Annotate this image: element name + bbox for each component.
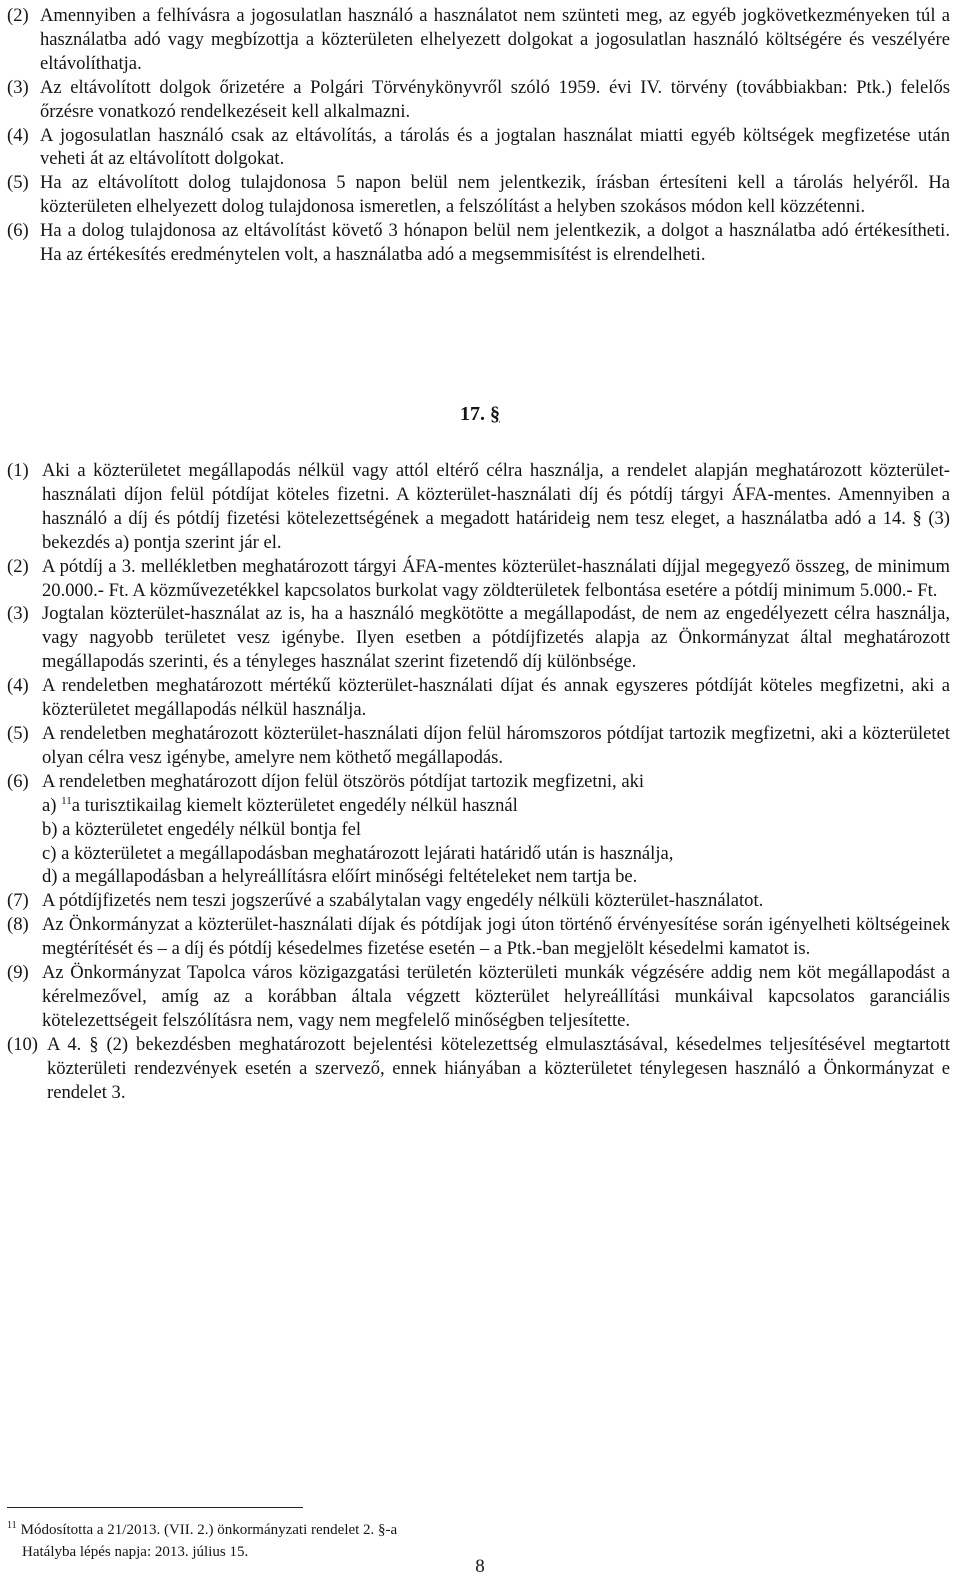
paragraph-4	[7, 124, 950, 172]
paragraph-number: (10)	[7, 1033, 38, 1055]
paragraph-text: Az Önkormányzat Tapolca város közigazgatási területén közterületi munkák végzésére addig nem köt megállapodást a kérelmezővel, amíg az a korábban általa végzett közterület helyreállítási munkáival kapcsolatos garanciális kötelezettségeit felszólításra nem, vagy nem megfelelő minőségben teljesítette.	[42, 962, 950, 1031]
page-number: 8	[475, 1556, 485, 1577]
paragraph-text: Amennyiben a felhívásra a jogosulatlan használó a használatot nem szünteti meg, az egyéb jogkövetkezményeken túl a használatba adó vagy megbízottja a közterületen elhelyezett dolgokat a jogosulatlan használó költségére és veszélyére eltávolíthatja.	[40, 5, 950, 74]
paragraph-text: A jogosulatlan használó csak az eltávolítás, a tárolás és a jogtalan használat miatti egyéb költségek megfizetése után veheti át az eltávolított dolgokat.	[40, 124, 950, 170]
section-number: 17.	[460, 403, 485, 425]
paragraph-text: A rendeletben meghatározott közterület-használati díjon felül háromszoros pótdíjat tartozik megfizetni, aki a közterületet olyan célra vesz igénybe, amelyre nem köthető megállapodás.	[42, 722, 950, 768]
footnote-line-2: Hatályba lépés napja: 2013. július 15.	[22, 1544, 249, 1560]
list-item-text: a turisztikailag kiemelt közterületet engedély nélkül használ	[71, 794, 518, 816]
paragraph-number: (4)	[7, 675, 29, 697]
paragraph-4	[7, 674, 950, 722]
paragraph-3	[7, 76, 950, 124]
paragraph-8	[7, 913, 950, 961]
paragraph-5	[7, 171, 950, 219]
paragraph-number: (1)	[7, 460, 29, 481]
list-item-d: d) a megállapodásban a helyreállításra előírt minőségi feltételeket nem tartja be.	[42, 866, 638, 888]
paragraph-2	[7, 4, 950, 76]
paragraph-6	[7, 219, 950, 267]
paragraph-1	[7, 459, 950, 555]
footnote-text: Módosította a 21/2013. (VII. 2.) önkormányzati rendelet 2. §-a	[20, 1522, 398, 1538]
paragraph-number: (3)	[7, 76, 29, 98]
footnote-line-1	[7, 1515, 397, 1541]
footnote-reference[interactable]: 11	[61, 794, 72, 807]
list-item-b: b) a közterületet engedély nélkül bontja fel	[42, 818, 362, 840]
paragraph-9	[7, 961, 950, 1033]
paragraph-5	[7, 722, 950, 770]
paragraph-number: (5)	[7, 722, 29, 744]
paragraph-text: Jogtalan közterület-használat az is, ha a használó megkötötte a megállapodást, de nem az engedélyezett célra használja, vagy nagyobb területet vesz igénybe. Ilyen esetben a pótdíjfizetés alapja az Önkormányzat által meghatározott megállapodás szerinti, és a tényleges használat szerint fizetendő díj különbsége.	[42, 603, 950, 673]
paragraph-number: (4)	[7, 124, 29, 146]
paragraph-text: Ha a dolog tulajdonosa az eltávolítást követő 3 hónapon belül nem jelentkezik, a dolgot a használatba adó értékesítheti. Ha az értékesítés eredménytelen volt, a használatba adó a megsemmisítést is elrendelheti.	[40, 220, 950, 266]
paragraph-text: Ha az eltávolított dolog tulajdonosa 5 napon belül nem jelentkezik, írásban értesíteni kell a tárolás helyéről. Ha közterületen elhelyezett dolog tulajdonosa ismeretlen, a felszólítást a helyben szokásos módon kell közzétenni.	[40, 172, 950, 218]
paragraph-text: A rendeletben meghatározott mértékű közterület-használati díjat és annak egyszeres pótdíját köteles megfizetni, aki a közterületet megállapodás nélkül használja.	[42, 675, 950, 721]
paragraph-3	[7, 602, 950, 674]
paragraph-number: (8)	[7, 914, 29, 936]
paragraph-text: A pótdíj a 3. mellékletben meghatározott tárgyi ÁFA-mentes közterület-használati díjjal megegyező összeg, de minimum 20.000.- Ft. A közművezetékkel kapcsolatos burkolat vagy zöldterületek felbontása esetére a pótdíj minimum 5.000.- Ft.	[42, 555, 950, 601]
paragraph-number: (3)	[7, 603, 29, 625]
section-symbol: §	[490, 403, 500, 425]
paragraph-2	[7, 555, 950, 603]
paragraph-number: (6)	[7, 220, 29, 242]
list-item-prefix: a)	[42, 794, 57, 816]
paragraph-number: (7)	[7, 890, 29, 912]
paragraph-text: Az Önkormányzat a közterület-használati díjak és pótdíjak jogi úton történő érvényesítése során igényelheti költségeinek megtérítését és – a díj és pótdíj késedelmes fizetése esetén – a Ptk.-ban megjelölt késedelmi kamatot is.	[42, 914, 950, 960]
section-heading	[0, 403, 960, 427]
footnote-number: 11	[7, 1520, 17, 1531]
section-17-body	[7, 459, 950, 1104]
paragraph-number: (2)	[7, 5, 29, 26]
previous-section-continuation	[7, 4, 950, 267]
paragraph-10	[7, 1033, 950, 1105]
paragraph-number: (5)	[7, 172, 29, 194]
paragraph-text: A rendeletben meghatározott díjon felül ötszörös pótdíjat tartozik megfizetni, aki	[42, 770, 645, 792]
list-item-a	[7, 794, 950, 818]
paragraph-text: Az eltávolított dolgok őrizetére a Polgári Törvénykönyvről szóló 1959. évi IV. törvény (továbbiakban: Ptk.) felelős őrzésre vonatkozó rendelkezéseit kell alkalmazni.	[40, 76, 950, 122]
paragraph-text: Aki a közterületet megállapodás nélkül vagy attól eltérő célra használja, a rendelet alapján meghatározott közterület-használati díjon felül pótdíjat köteles fizetni. A közterület-használati díj és pótdíj tárgyi ÁFA-mentes. Amennyiben a használó a díj és pótdíj fizetési kötelezettségének a megadott határideig nem tesz eleget, a használatba adó a 14. § (3) bekezdés a) pontja szerint jár el.	[42, 460, 950, 553]
paragraph-text: A pótdíjfizetés nem teszi jogszerűvé a szabálytalan vagy engedély nélküli közterület-használatot.	[42, 890, 764, 912]
paragraph-number: (2)	[7, 555, 29, 577]
paragraph-6	[7, 770, 950, 794]
paragraph-7	[7, 889, 950, 913]
paragraph-number: (6)	[7, 770, 29, 792]
footnote-separator	[7, 1507, 303, 1508]
paragraph-number: (9)	[7, 962, 29, 984]
paragraph-text: A 4. § (2) bekezdésben meghatározott bejelentési kötelezettség elmulasztásával, késedelmes teljesítésével megtartott közterületi rendezvények esetén a szervező, ennek hiányában a közterületet ténylegesen használó a Önkormányzat e rendelet 3.	[47, 1033, 950, 1103]
list-item-c: c) a közterületet a megállapodásban meghatározott lejárati határidő után is használja,	[42, 842, 674, 864]
